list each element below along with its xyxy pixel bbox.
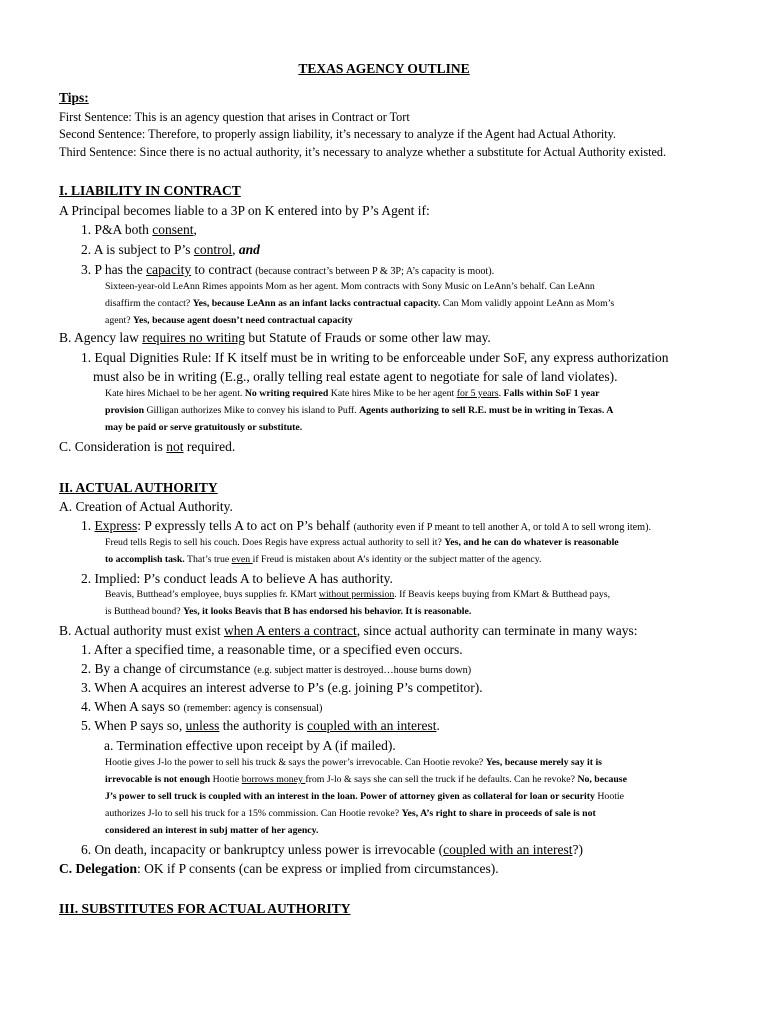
s1-example-2-line-3: may be paid or serve gratuitously or substitute. bbox=[105, 422, 303, 433]
s2-b5: 5. When P says so, unless the authority is coupled with an interest. bbox=[81, 718, 440, 733]
s1-item-2: 2. A is subject to P’s control, and bbox=[81, 242, 260, 257]
s1-example-1-line-1: Sixteen-year-old LeAnn Rimes appoints Mom as her agent. Mom contracts with Sony Music on LeAnn’s behalf. Can LeAnn bbox=[105, 281, 595, 292]
s2-b1: 1. After a specified time, a reasonable time, or a specified even occurs. bbox=[81, 642, 463, 657]
s2-example-4-line-1: Beavis, Butthead’s employee, buys supplies fr. KMart without permission. If Beavis keeps buying from KMart & Butthead pays, bbox=[105, 589, 611, 600]
s2-point-a: A. Creation of Actual Authority. bbox=[59, 499, 233, 514]
s1-example-1-line-2: disaffirm the contact? Yes, because LeAnn as an infant lacks contractual capacity. Can Mom validly appoint LeAnn as Mom’s bbox=[105, 298, 615, 309]
s2-b6: 6. On death, incapacity or bankruptcy unless power is irrevocable (coupled with an interest?) bbox=[81, 842, 583, 857]
s2-b2: 2. By a change of circumstance (e.g. subject matter is destroyed…house burns down) bbox=[81, 661, 472, 676]
tip-first: First Sentence: This is an agency question that arises in Contract or Tort bbox=[59, 110, 410, 124]
s1-intro: A Principal becomes liable to a 3P on K entered into by P’s Agent if: bbox=[59, 203, 430, 218]
s1-example-2-line-1: Kate hires Michael to be her agent. No writing required Kate hires Mike to be her agent for 5 years. Falls within SoF 1 year bbox=[105, 388, 600, 399]
s1-b1-line-2: must also be in writing (E.g., orally telling real estate agent to negotiate for sale of land violates). bbox=[93, 369, 618, 384]
s2-b4: 4. When A says so (remember: agency is consensual) bbox=[81, 699, 323, 714]
s2-a2: 2. Implied: P’s conduct leads A to believe A has authority. bbox=[81, 571, 393, 586]
s1-example-1-line-3: agent? Yes, because agent doesn’t need contractual capacity bbox=[105, 315, 353, 326]
tips-heading: Tips: bbox=[59, 90, 89, 105]
section-3-heading: III. SUBSTITUTES FOR ACTUAL AUTHORITY bbox=[59, 901, 351, 916]
s2-example-3-line-1: Freud tells Regis to sell his couch. Does Regis have express actual authority to sell it? Yes, and he can do whatever is reasonable bbox=[105, 537, 619, 548]
s2-example-5-line-3: J’s power to sell truck is coupled with an interest in the loan. Power of attorney given as collateral for loan or security Hootie bbox=[105, 791, 625, 802]
section-1-heading: I. LIABILITY IN CONTRACT bbox=[59, 183, 241, 198]
s1-point-b: B. Agency law requires no writing but Statute of Frauds or some other law may. bbox=[59, 330, 491, 345]
section-2-heading: II. ACTUAL AUTHORITY bbox=[59, 480, 218, 495]
s2-example-5-line-1: Hootie gives J-lo the power to sell his truck & says the power’s irrevocable. Can Hootie revoke? Yes, because merely say it is bbox=[105, 757, 602, 768]
s2-point-b: B. Actual authority must exist when A enters a contract, since actual authority can terminate in many ways: bbox=[59, 623, 638, 638]
s2-b5-sub-a: a. Termination effective upon receipt by A (if mailed). bbox=[104, 738, 396, 753]
s1-item-1: 1. P&A both consent, bbox=[81, 222, 197, 237]
document-title: TEXAS AGENCY OUTLINE bbox=[298, 61, 470, 76]
s2-example-5-line-2: irrevocable is not enough Hootie borrows money from J-lo & says she can sell the truck if he defaults. Can he revoke? No, because bbox=[105, 774, 627, 785]
tip-third: Third Sentence: Since there is no actual authority, it’s necessary to analyze whether a substitute for Actual Authority existed. bbox=[59, 145, 667, 159]
s1-item-3: 3. P has the capacity to contract (because contract’s between P & 3P; A’s capacity is moot). bbox=[81, 262, 495, 277]
s2-example-3-line-2: to accomplish task. That’s true even if Freud is mistaken about A’s identity or the subject matter of the agency. bbox=[105, 554, 542, 565]
s1-point-c: C. Consideration is not required. bbox=[59, 439, 236, 454]
s1-b1-line-1: 1. Equal Dignities Rule: If K itself must be in writing to be enforceable under SoF, any express authorization bbox=[81, 350, 669, 365]
s2-example-5-line-4: authorizes J-lo to sell his truck for a 15% commission. Can Hootie revoke? Yes, A’s right to share in proceeds of sale is not bbox=[105, 808, 596, 819]
s2-example-4-line-2: is Butthead bound? Yes, it looks Beavis that B has endorsed his behavior. It is reasonable. bbox=[105, 606, 472, 617]
s2-b3: 3. When A acquires an interest adverse to P’s (e.g. joining P’s competitor). bbox=[81, 680, 483, 695]
s2-point-c: C. Delegation: OK if P consents (can be express or implied from circumstances). bbox=[59, 861, 499, 876]
tip-second: Second Sentence: Therefore, to properly assign liability, it’s necessary to analyze if the Agent had Actual Athority. bbox=[59, 127, 616, 141]
s2-example-5-line-5: considered an interest in subj matter of her agency. bbox=[105, 825, 319, 836]
s1-example-2-line-2: provision Gilligan authorizes Mike to convey his island to Puff. Agents authorizing to sell R.E. must be in writing in Texas. A bbox=[105, 405, 614, 416]
s2-a1: 1. Express: P expressly tells A to act on P’s behalf (authority even if P meant to tell another A, or told A to sell wrong item). bbox=[81, 518, 652, 533]
